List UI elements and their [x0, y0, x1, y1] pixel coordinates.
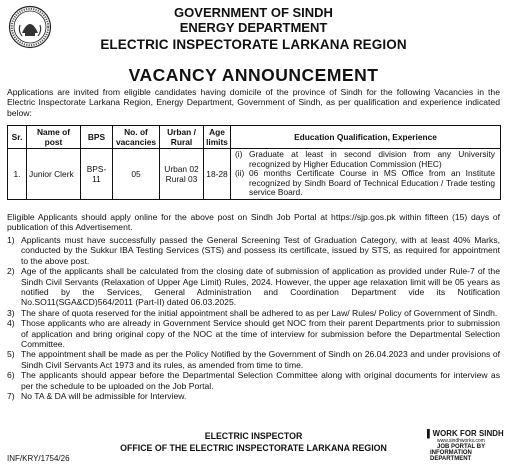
education-item-number: (i): [235, 149, 243, 159]
header-vacancies: No. of vacancies: [113, 126, 160, 149]
condition-number: 5): [7, 349, 15, 360]
cell-bps: BPS-11: [81, 149, 113, 200]
cell-education: [231, 149, 501, 200]
condition-text: Age of the applicants shall be calculated from the closing date of submission of application as provided under Rule-7 of the Sindh Civil Servants (Relaxation of Upper Age Limit) Rules, 2024. However, the upper age relaxation limit will be 05 years as notified by the Services, General Administration and Coordination Department vide its Notification No.SO11(SGA&CD)564/2011 (Part-II) dated 06.03.2025.: [21, 266, 500, 308]
condition-text: The applicants should appear before the Departmental Selection Committee along with original documents for interview as per the schedule to be uploaded on the Job Portal.: [21, 370, 500, 391]
education-item-text: Graduate at least in second division from any University recognized by Higher Education Commission (HEC): [249, 149, 495, 169]
signature-office: OFFICE OF THE ELECTRIC INSPECTORATE LARKANA REGION: [120, 443, 387, 453]
list-item: [7, 235, 500, 266]
list-item: [7, 318, 500, 349]
header-government: GOVERNMENT OF SINDH: [174, 5, 333, 20]
list-item: [7, 370, 500, 391]
conditions-list: [7, 235, 500, 402]
header-department: ENERGY DEPARTMENT: [179, 20, 328, 35]
condition-text: No TA & DA will be admissible for Interview.: [21, 391, 187, 402]
condition-number: 2): [7, 266, 15, 277]
vacancy-table: [7, 125, 501, 200]
education-item-number: (ii): [235, 168, 245, 179]
list-item: [7, 308, 500, 318]
cell-sr: 1.: [8, 149, 27, 200]
header-urban-rural: Urban / Rural: [160, 126, 204, 149]
condition-text: The appointment shall be made as per the Policy Notified by the Government of Sindh on 26.04.2023 and under provisions of Sindh Civil Servants Act 1973 and its rules, as amended from time to time.: [21, 349, 500, 370]
header-name-of-post: Name of post: [27, 126, 81, 149]
eligibility-paragraph: Eligible Applicants should apply online for the above post on Sindh Job Portal at https://sjp.gos.pk within fifteen (15) days of publication of this Advertisement.: [7, 212, 500, 233]
table-header-row: [8, 126, 501, 149]
badge-title: WORK FOR SINDH: [432, 429, 504, 438]
header-age-limits: Age limits: [204, 126, 231, 149]
badge-department: INFORMATION DEPARTMENT: [430, 450, 472, 462]
cell-urban-rural: [160, 149, 204, 200]
cell-age-limits: 18-28: [204, 149, 231, 200]
rural-quota: Rural 03: [165, 173, 198, 184]
signature-title: ELECTRIC INSPECTOR: [204, 431, 303, 441]
condition-text: Applicants must have successfully passed the General Screening Test of Graduation Category, with at least 40% Marks, conducted by the Sukkur IBA Testing Services (STS) and possess its certificate, issued by STS, as required for appointment to the above post.: [21, 235, 500, 266]
header-bps: BPS: [81, 126, 113, 149]
condition-number: 7): [7, 391, 15, 402]
work-for-sindh-badge: [427, 429, 505, 462]
list-item: [7, 266, 500, 308]
education-item: [233, 150, 498, 169]
education-item: [233, 169, 498, 198]
list-item: [7, 349, 500, 370]
badge-line: JOB PORTAL BY: [437, 444, 486, 450]
header-education: Education Qualification, Experience: [231, 126, 501, 149]
header-sr: Sr.: [8, 126, 27, 149]
condition-number: 4): [7, 318, 15, 329]
condition-text: The share of quota reserved for the initial appointment shall be adhered to as per Law/ Rules/ Policy of Government of Sindh.: [21, 307, 498, 318]
urban-quota: Urban 02: [164, 163, 199, 174]
list-item: [7, 391, 500, 401]
intro-paragraph: Applications are invited from eligible candidates having domicile of the province of Sindh for the following Vacancies in the Electric Inspectorate Larkana Region, Energy Department, Government of Sindh, as per qualification and experience indicated below:: [7, 87, 500, 118]
condition-number: 6): [7, 370, 15, 381]
condition-number: 1): [7, 235, 15, 245]
work-for-sindh-icon: ▌: [427, 429, 433, 438]
badge-url: www.sindhworks.com: [437, 438, 485, 444]
cell-vacancies: 05: [113, 149, 160, 200]
cell-name-of-post: Junior Clerk: [27, 149, 81, 200]
reference-number: INF/KRY/1754/26: [7, 454, 70, 463]
header-office: ELECTRIC INSPECTORATE LARKANA REGION: [100, 37, 407, 52]
table-row: [8, 149, 501, 200]
education-item-text: 06 months Certificate Course in MS Office from an Institute recognized by Sindh Board of Technical Education / Trade testing service Board.: [249, 168, 495, 198]
condition-number: 3): [7, 307, 15, 318]
page-title: VACANCY ANNOUNCEMENT: [128, 65, 379, 85]
condition-text: Those applicants who are already in Government Service should get NOC from their parent Departments prior to submission of application and bring original copy of the NOC at the time of interview for submission before the Departmental Selection Committee.: [21, 318, 500, 350]
